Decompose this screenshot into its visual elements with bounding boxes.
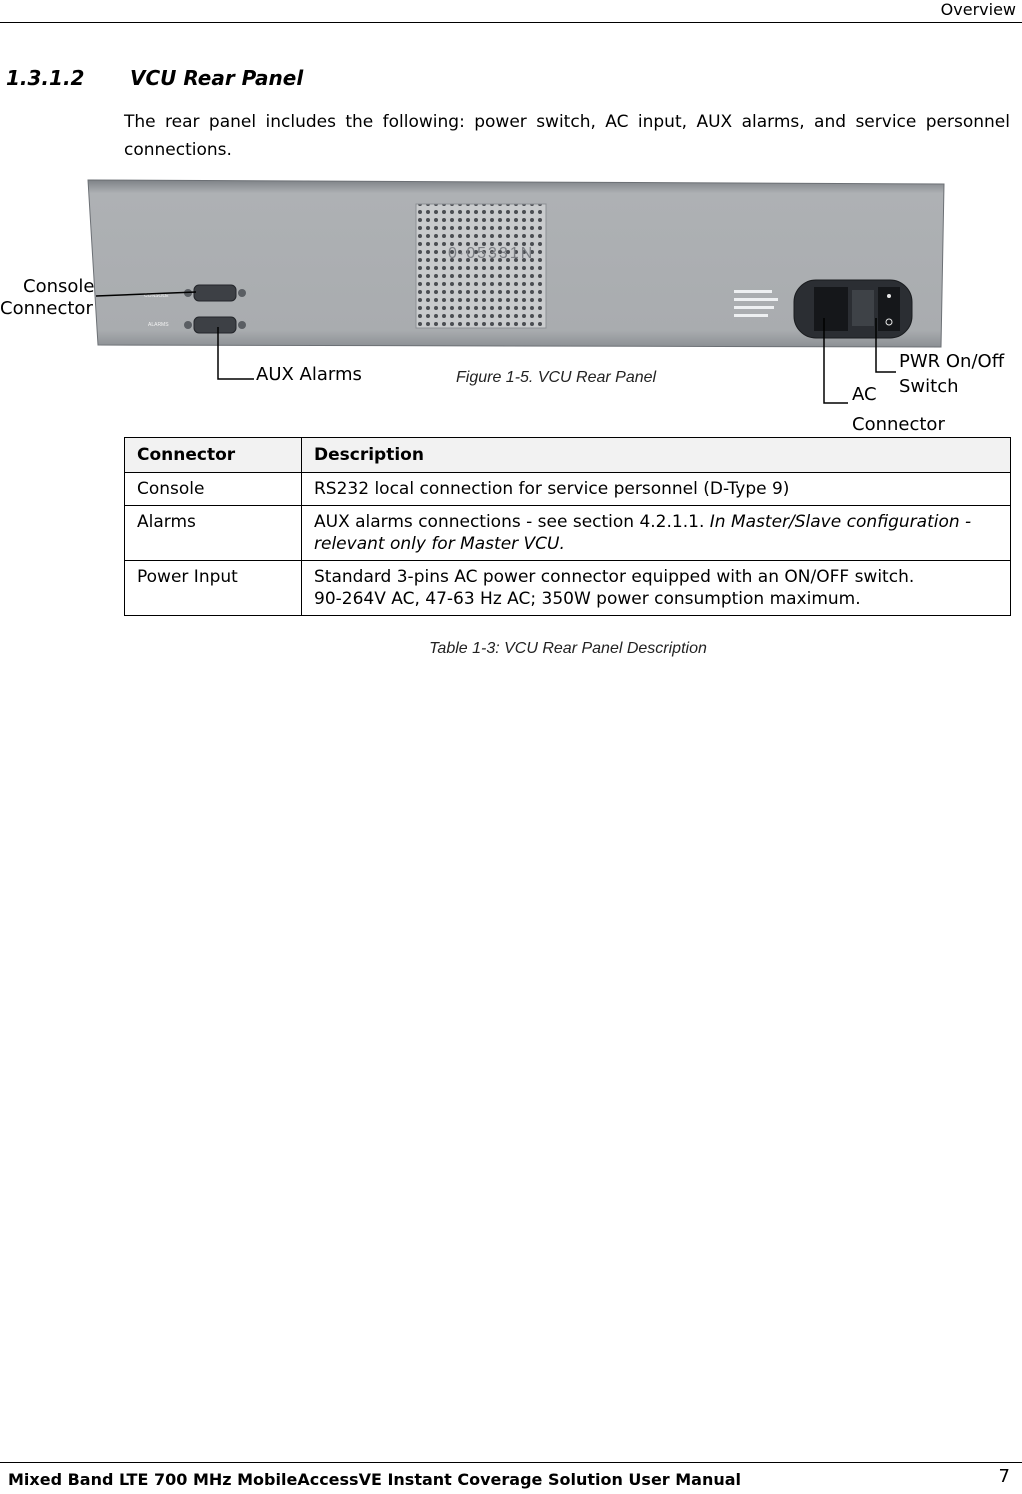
svg-text:ALARMS: ALARMS bbox=[148, 322, 169, 328]
alarms-port bbox=[194, 317, 236, 333]
connector-cell: Alarms bbox=[125, 506, 302, 561]
callout-text: Connector bbox=[852, 414, 945, 435]
vent-grille bbox=[416, 204, 546, 328]
table-row bbox=[125, 561, 1011, 616]
description-text-line2: 90-264V AC, 47-63 Hz AC; 350W power consumption maximum. bbox=[314, 589, 861, 609]
description-text: AUX alarms connections - see section 4.2.1.1. bbox=[314, 512, 705, 532]
footer-divider bbox=[0, 1462, 1022, 1463]
description-note: In Master/Slave configuration - relevant only for Master VCU. bbox=[314, 512, 972, 554]
connector-cell: Console bbox=[125, 473, 302, 506]
section-title: VCU Rear Panel bbox=[130, 66, 304, 90]
section-number: 1.3.1.2 bbox=[6, 66, 85, 90]
figure-caption: Figure 1-5. VCU Rear Panel bbox=[456, 369, 657, 386]
column-header: Connector bbox=[125, 438, 302, 473]
table-header-row bbox=[125, 438, 1011, 473]
console-callout-label bbox=[23, 276, 94, 298]
callout-text: AC bbox=[852, 384, 877, 405]
aux-callout-label: AUX Alarms bbox=[256, 364, 362, 385]
table-row bbox=[125, 473, 1011, 506]
header-title: Overview bbox=[940, 0, 1016, 19]
table-row bbox=[125, 506, 1011, 561]
description-text: Standard 3-pins AC power connector equipped with an ON/OFF switch. bbox=[314, 567, 915, 587]
rear-panel-table bbox=[124, 437, 1011, 616]
description-cell bbox=[302, 506, 1011, 561]
callout-text: Switch bbox=[899, 376, 959, 397]
console-callout-label-2 bbox=[0, 298, 93, 320]
table-caption: Table 1-3: VCU Rear Panel Description bbox=[429, 640, 707, 657]
page-number: 7 bbox=[998, 1466, 1010, 1487]
connector-cell: Power Input bbox=[125, 561, 302, 616]
pwr-callout-label bbox=[899, 351, 1004, 398]
header-divider bbox=[0, 22, 1022, 23]
svg-text:CONSOLE: CONSOLE bbox=[144, 293, 169, 299]
column-header: Description bbox=[302, 438, 1011, 473]
callout-text: Console bbox=[23, 276, 95, 297]
description-cell bbox=[302, 561, 1011, 616]
console-port bbox=[194, 285, 236, 301]
callout-text: PWR On/Off bbox=[899, 351, 1005, 372]
intro-paragraph: The rear panel includes the following: power switch, AC input, AUX alarms, and service personnel connections. bbox=[124, 112, 1010, 160]
svg-text:0·05331N: 0·05331N bbox=[448, 245, 535, 262]
callout-text: Connector bbox=[0, 298, 93, 319]
description-cell: RS232 local connection for service personnel (D-Type 9) bbox=[302, 473, 1011, 506]
footer-title: Mixed Band LTE 700 MHz MobileAccessVE Instant Coverage Solution User Manual bbox=[8, 1470, 742, 1489]
